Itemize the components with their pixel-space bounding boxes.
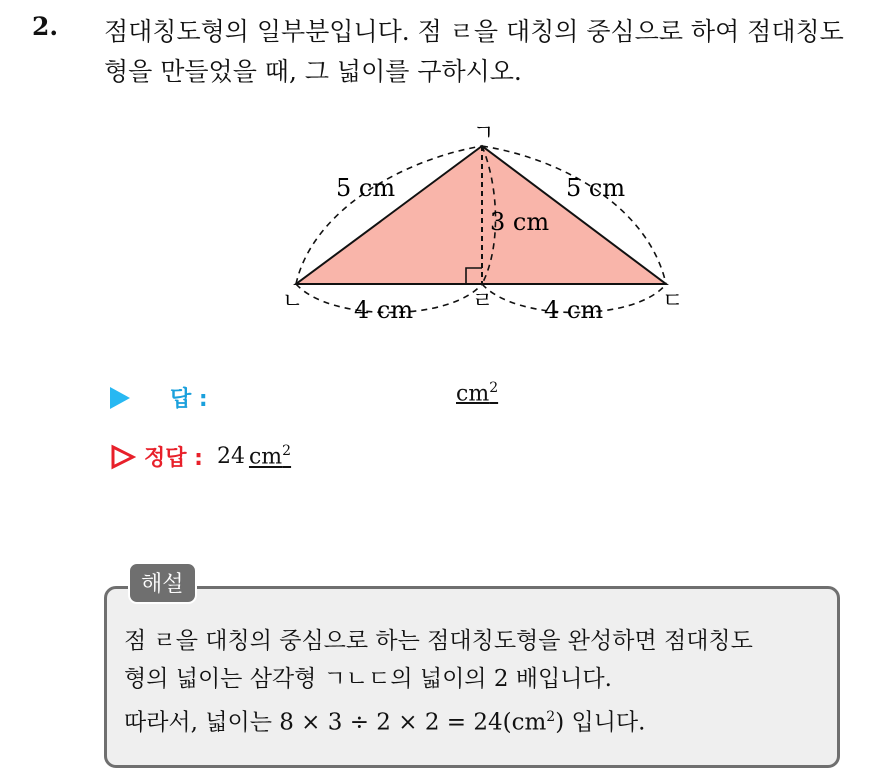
play-icon [110, 387, 130, 409]
explanation-line-3: 따라서, 넓이는 $8 \times 3 \div 2 \times 2 = 24(cm^2)$ 입니다. [124, 709, 646, 736]
vertex-left-label: ㄴ [282, 289, 304, 314]
answer-row [110, 382, 208, 413]
vertex-center-label: ㄹ [472, 289, 494, 314]
base-left-length: 4 cm [354, 296, 414, 324]
explanation-text [124, 622, 834, 742]
explanation-tag: 해설 [128, 562, 197, 604]
height-length: 3 cm [490, 208, 550, 236]
side-left-length: 5 cm [336, 174, 396, 202]
correct-row [110, 441, 291, 472]
correct-label: 정답 : [144, 446, 203, 471]
explanation-line-1: 점 ㄹ을 대칭의 중심으로 하는 점대칭도형을 완성하면 점대칭도 [124, 628, 753, 654]
answer-label: 답 : [170, 387, 208, 412]
play-outline-icon [110, 444, 136, 470]
answer-unit: $cm^2$ [456, 380, 499, 407]
base-right-length: 4 cm [544, 296, 604, 324]
explanation-line-2: 형의 넓이는 삼각형 ㄱㄴㄷ의 넓이의 2 배입니다. [124, 666, 612, 692]
correct-value: 24 [216, 444, 245, 469]
vertex-right-label: ㄷ [662, 289, 684, 314]
answer-field[interactable] [456, 380, 498, 406]
vertex-top-label: ㄱ [473, 121, 495, 146]
question-number: 2. [32, 12, 59, 41]
question-text: 점대칭도형의 일부분입니다. 점 ㄹ을 대칭의 중심으로 하여 점대칭도형을 만들었을 때, 그 넓이를 구하시오. [104, 17, 844, 86]
side-right-length: 5 cm [566, 174, 626, 202]
correct-unit: $cm^2$ [248, 443, 292, 470]
